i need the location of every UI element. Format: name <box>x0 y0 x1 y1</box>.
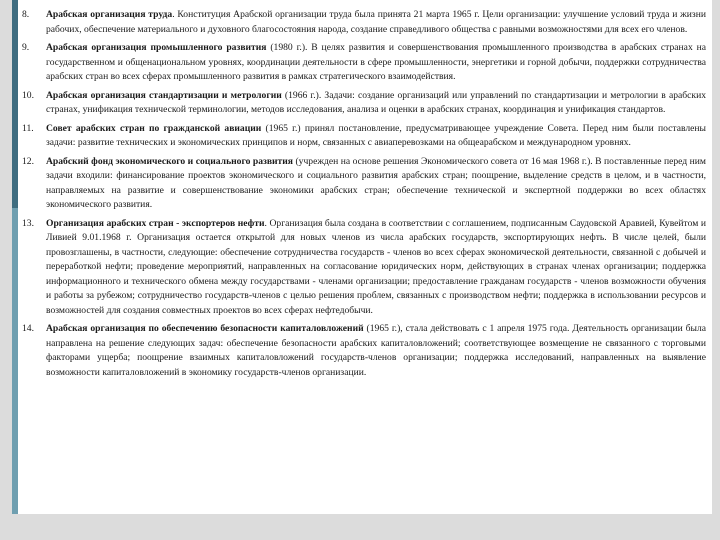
item-paragraph <box>46 322 706 380</box>
item-text: . Конституция Арабской организации труда была принята 21 марта 1965 г. Цели организации: улучшение условий труда и жизни рабочих, обеспечение материального и духовного благосостояния народа, создание справедливого общества с равными возможностями для всех его членов. <box>46 9 706 35</box>
item-text: (1965 г.), стала действовать с 1 апреля 1975 года. Деятельность организации была направлена на решение следующих задач: обеспечение безопасности арабских капиталовложений; соответствующее возмещение не связанного с торговыми факторами ущерба; поощрение взаимных капиталовложений государств-членов организации; поддержка исследований, направленных на выявление возможности капиталовложений в экономику государств-членов организации. <box>46 323 706 378</box>
item-text: (1965 г.) принял постановление, предусматривающее учреждение Совета. Перед ним были поставлены задачи: развитие технических и экономических принципов и норм, связанных с авиаперевозками на общеарабском и международном уровнях. <box>46 122 706 148</box>
item-number: 14. <box>22 323 34 334</box>
item-title: Арабская организация промышленного развития <box>46 42 267 53</box>
left-frame <box>0 0 12 540</box>
list-item <box>22 8 706 37</box>
right-frame <box>712 0 720 540</box>
list-item <box>22 322 706 380</box>
item-paragraph <box>46 8 706 37</box>
list-item <box>22 217 706 319</box>
left-accent-bar-lower <box>12 208 18 540</box>
left-accent-bar-upper <box>12 0 18 208</box>
item-text: (1980 г.). В целях развития и совершенствования промышленного производства в арабских странах на государственном и общенациональном уровнях, координации деятельности в сфере промышленности, энергетики и горной добычи, поддержки сотрудничества арабских стран во всех сферах промышленного развития в рамках стратегического взаимодействия. <box>46 42 706 82</box>
item-paragraph <box>46 89 706 118</box>
item-number: 12. <box>22 155 34 167</box>
document-body <box>22 8 706 384</box>
list-item <box>22 155 706 213</box>
item-title: Арабская организация стандартизации и метрологии <box>46 89 282 101</box>
item-paragraph <box>46 122 706 151</box>
bottom-frame <box>0 514 720 540</box>
item-title: Арабская организация труда <box>46 9 173 20</box>
item-paragraph <box>46 155 706 213</box>
item-paragraph <box>46 41 706 85</box>
item-text: (учрежден на основе решения Экономического совета от 16 мая 1968 г.). В поставленные перед ним задачи входили: финансирование проектов экономического и социального развития арабских стран; поощрение, выделение средств в целом, и в частности, направляемых на развитие и совершенствование экономики арабских стран; обеспечение технической и экспертной поддержки во всех областях экономического развития. <box>46 155 706 210</box>
item-title: Совет арабских стран по гражданской авиации <box>46 122 262 134</box>
list-item <box>22 89 706 118</box>
item-title: Арабский фонд экономического и социального развития <box>46 155 293 167</box>
item-text: . Организация была создана в соответствии с соглашением, подписанным Саудовской Аравией, Кувейтом и Ливией 9.01.1968 г. Организация остается открытой для новых членов из числа арабских государств, экспортирующих нефть. В числе целей, были провозглашены, в частности, следующие: обеспечение сотрудничества государств - членов во всех сферах экономической деятельности, связанной с добычей и переработкой нефти; проведение мероприятий, направленных на согласование юридических норм, действующих в странах членах организации; поддержка информационного и технического обмена между государствами - членами организации; предоставление гражданам государств - членов возможности обучения и работы за рубежом; сотрудничество государств-членов с целью решения проблем, связанных с производством нефти; поддержка в использовании ресурсов и возможностей для создания совместных проектов во всех сферах нефтедобычи. <box>46 217 706 316</box>
item-title: Арабская организация по обеспечению безопасности капиталовложений <box>46 323 364 334</box>
item-number: 11. <box>22 122 34 134</box>
item-number: 8. <box>22 9 30 20</box>
item-paragraph <box>46 217 706 319</box>
list-item <box>22 122 706 151</box>
item-text: (1966 г.). Задачи: создание организаций или управлений по стандартизации и метрологии в арабских странах, унификация технической терминологии, методов исследования, анализа и оценки в арабских странах, координация и унификация стандартов. <box>46 89 707 115</box>
item-number: 9. <box>22 42 30 53</box>
item-number: 13. <box>22 217 34 229</box>
item-number: 10. <box>22 89 34 101</box>
list-item <box>22 41 706 85</box>
item-title: Организация арабских стран - экспортеров нефти <box>46 217 265 229</box>
